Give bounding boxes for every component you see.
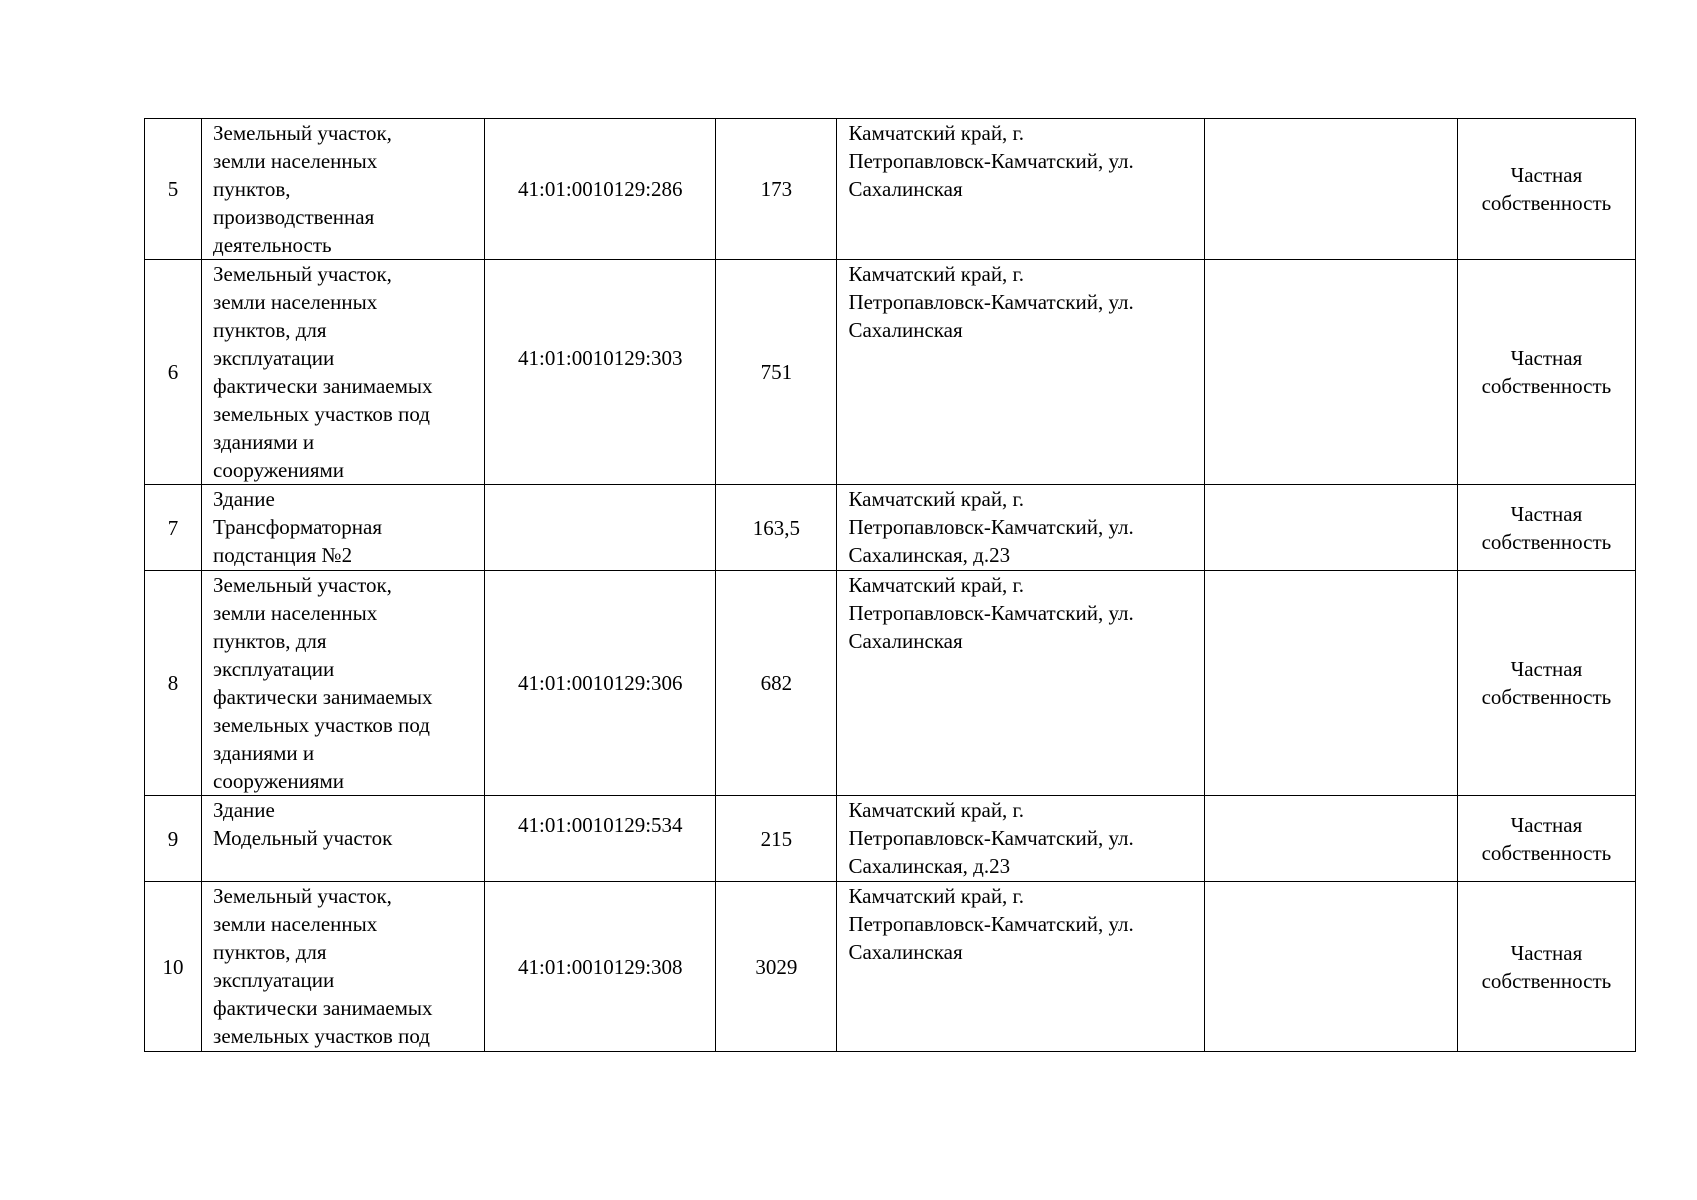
description-line: пунктов, для bbox=[213, 629, 327, 653]
table-row bbox=[145, 571, 1636, 796]
cadastral-number-cell bbox=[485, 485, 716, 571]
area-value: 215 bbox=[760, 826, 793, 851]
address-line: Камчатский край, г. bbox=[848, 487, 1025, 511]
description-line: сооружениями bbox=[213, 458, 345, 482]
object-description-cell bbox=[202, 796, 485, 882]
description-line: зданиями и bbox=[213, 741, 315, 765]
area-value: 163,5 bbox=[752, 515, 801, 540]
ownership-cell bbox=[1457, 485, 1635, 571]
row-number: 5 bbox=[167, 177, 179, 201]
row-number: 10 bbox=[162, 954, 184, 979]
area-value: 173 bbox=[760, 177, 793, 201]
description-line: фактически занимаемых bbox=[213, 685, 433, 709]
description-line: деятельность bbox=[213, 233, 332, 257]
object-description-cell bbox=[202, 485, 485, 571]
cadastral-number: 41:01:0010129:306 bbox=[518, 671, 683, 695]
ownership-cell bbox=[1457, 260, 1635, 485]
address-line: Петропавловск-Камчатский, ул. bbox=[848, 515, 1134, 539]
description-line: земельных участков под bbox=[213, 1024, 430, 1048]
address-cell bbox=[837, 571, 1204, 796]
description-line: фактически занимаемых bbox=[213, 374, 433, 398]
description-line: земли населенных bbox=[213, 601, 378, 625]
ownership-cell bbox=[1457, 571, 1635, 796]
cadastral-number: 41:01:0010129:308 bbox=[518, 954, 683, 979]
description-line: эксплуатации bbox=[213, 346, 335, 370]
row-number-cell bbox=[145, 882, 202, 1052]
description-line: подстанция №2 bbox=[213, 543, 353, 567]
ownership-cell bbox=[1457, 882, 1635, 1052]
row-number-cell bbox=[145, 119, 202, 260]
description-line: пунктов, для bbox=[213, 318, 327, 342]
row-number-cell bbox=[145, 260, 202, 485]
note-cell bbox=[1204, 571, 1457, 796]
description-line: земельных участков под bbox=[213, 713, 430, 737]
ownership-line: собственность bbox=[1481, 840, 1612, 865]
cadastral-number: 41:01:0010129:303 bbox=[518, 346, 683, 370]
address-line: Петропавловск-Камчатский, ул. bbox=[848, 826, 1134, 850]
description-line: земли населенных bbox=[213, 149, 378, 173]
address-line: Сахалинская, д.23 bbox=[848, 854, 1011, 878]
row-number-cell bbox=[145, 571, 202, 796]
address-line: Сахалинская, д.23 bbox=[848, 543, 1011, 567]
address-line: Петропавловск-Камчатский, ул. bbox=[848, 149, 1134, 173]
address-line: Камчатский край, г. bbox=[848, 884, 1025, 908]
address-line: Сахалинская bbox=[848, 318, 963, 342]
description-line: производственная bbox=[213, 205, 375, 229]
address-cell bbox=[837, 119, 1204, 260]
area-value: 751 bbox=[760, 360, 793, 384]
ownership-line: собственность bbox=[1481, 191, 1612, 215]
ownership-line: Частная bbox=[1510, 501, 1583, 526]
ownership-line: Частная bbox=[1510, 346, 1583, 370]
address-cell bbox=[837, 485, 1204, 571]
row-number: 7 bbox=[167, 515, 179, 540]
address-line: Петропавловск-Камчатский, ул. bbox=[848, 912, 1134, 936]
address-line: Сахалинская bbox=[848, 940, 963, 964]
address-cell bbox=[837, 796, 1204, 882]
description-line: земли населенных bbox=[213, 912, 378, 936]
area-value: 682 bbox=[760, 671, 793, 695]
object-description-cell bbox=[202, 571, 485, 796]
address-line: Петропавловск-Камчатский, ул. bbox=[848, 601, 1134, 625]
object-description-cell bbox=[202, 260, 485, 485]
table-row bbox=[145, 882, 1636, 1052]
ownership-line: собственность bbox=[1481, 968, 1612, 993]
area-cell bbox=[716, 882, 837, 1052]
description-line: Земельный участок, bbox=[213, 573, 392, 597]
row-number: 6 bbox=[167, 360, 179, 384]
ownership-cell bbox=[1457, 119, 1635, 260]
area-cell bbox=[716, 796, 837, 882]
ownership-line: Частная bbox=[1510, 812, 1583, 837]
description-line: пунктов, для bbox=[213, 940, 327, 964]
ownership-line: собственность bbox=[1481, 374, 1612, 398]
note-cell bbox=[1204, 119, 1457, 260]
note-cell bbox=[1204, 796, 1457, 882]
ownership-cell bbox=[1457, 796, 1635, 882]
object-description-cell bbox=[202, 882, 485, 1052]
description-line: Здание bbox=[213, 798, 275, 822]
description-line: Трансформаторная bbox=[213, 515, 383, 539]
ownership-line: собственность bbox=[1481, 685, 1612, 709]
description-line: зданиями и bbox=[213, 430, 315, 454]
address-cell bbox=[837, 260, 1204, 485]
cadastral-number-cell bbox=[485, 882, 716, 1052]
registry-body bbox=[145, 119, 1636, 1052]
property-registry-table bbox=[144, 118, 1636, 1052]
table-row bbox=[145, 796, 1636, 882]
cadastral-number-cell bbox=[485, 796, 716, 882]
note-cell bbox=[1204, 485, 1457, 571]
cadastral-number-cell bbox=[485, 571, 716, 796]
cadastral-number: 41:01:0010129:534 bbox=[518, 812, 683, 837]
row-number: 8 bbox=[167, 671, 179, 695]
description-line: Земельный участок, bbox=[213, 121, 392, 145]
cadastral-number-cell bbox=[485, 260, 716, 485]
address-line: Камчатский край, г. bbox=[848, 798, 1025, 822]
ownership-line: собственность bbox=[1481, 529, 1612, 554]
row-number-cell bbox=[145, 796, 202, 882]
address-line: Камчатский край, г. bbox=[848, 121, 1025, 145]
description-line: Земельный участок, bbox=[213, 262, 392, 286]
area-cell bbox=[716, 119, 837, 260]
ownership-line: Частная bbox=[1510, 163, 1583, 187]
description-line: эксплуатации bbox=[213, 968, 335, 992]
row-number: 9 bbox=[167, 826, 179, 851]
area-cell bbox=[716, 260, 837, 485]
area-cell bbox=[716, 485, 837, 571]
note-cell bbox=[1204, 260, 1457, 485]
area-cell bbox=[716, 571, 837, 796]
description-line: Модельный участок bbox=[213, 826, 393, 850]
address-line: Сахалинская bbox=[848, 177, 963, 201]
cadastral-number-cell bbox=[485, 119, 716, 260]
address-line: Камчатский край, г. bbox=[848, 262, 1025, 286]
area-value: 3029 bbox=[755, 954, 798, 979]
description-line: фактически занимаемых bbox=[213, 996, 433, 1020]
description-line: Здание bbox=[213, 487, 275, 511]
description-line: сооружениями bbox=[213, 769, 345, 793]
description-line: пунктов, bbox=[213, 177, 291, 201]
address-line: Сахалинская bbox=[848, 629, 963, 653]
description-line: земли населенных bbox=[213, 290, 378, 314]
description-line: Земельный участок, bbox=[213, 884, 392, 908]
row-number-cell bbox=[145, 485, 202, 571]
table-row bbox=[145, 260, 1636, 485]
table-row bbox=[145, 485, 1636, 571]
ownership-line: Частная bbox=[1510, 940, 1583, 965]
address-cell bbox=[837, 882, 1204, 1052]
address-line: Петропавловск-Камчатский, ул. bbox=[848, 290, 1134, 314]
description-line: эксплуатации bbox=[213, 657, 335, 681]
note-cell bbox=[1204, 882, 1457, 1052]
address-line: Камчатский край, г. bbox=[848, 573, 1025, 597]
ownership-line: Частная bbox=[1510, 657, 1583, 681]
description-line: земельных участков под bbox=[213, 402, 430, 426]
cadastral-number: 41:01:0010129:286 bbox=[518, 177, 683, 201]
object-description-cell bbox=[202, 119, 485, 260]
table-row bbox=[145, 119, 1636, 260]
